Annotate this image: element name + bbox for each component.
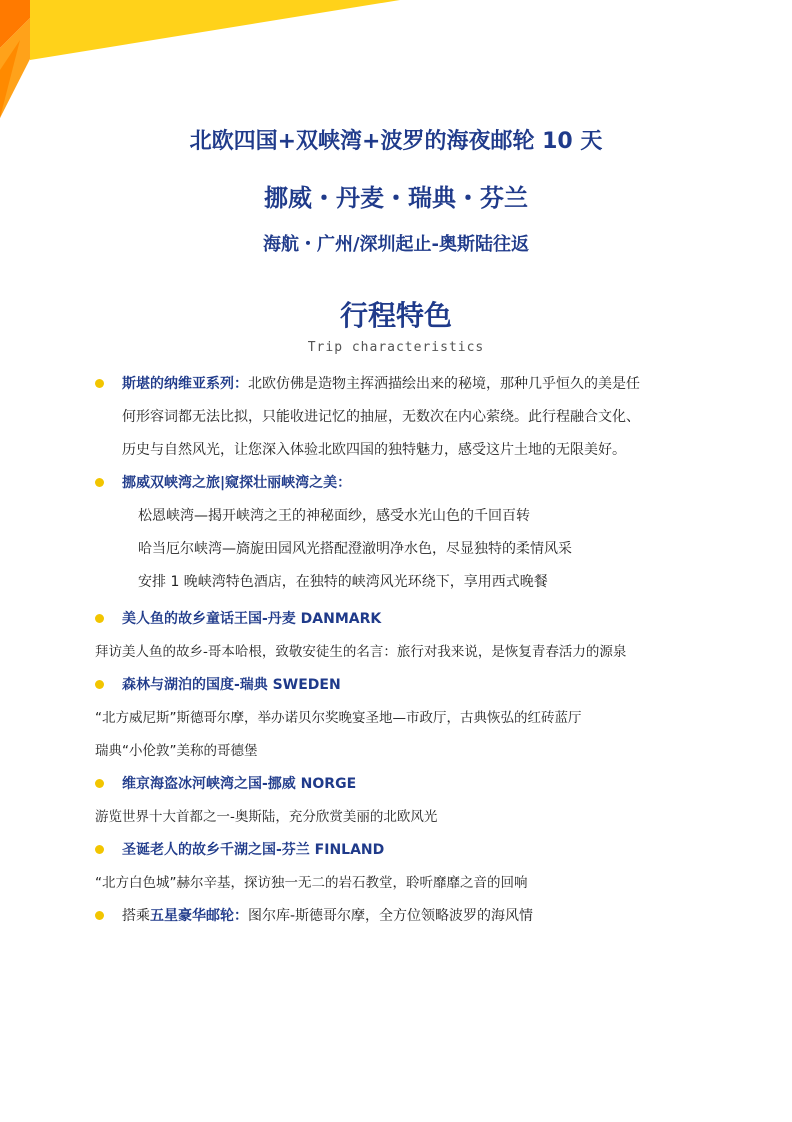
list-item bbox=[0, 467, 792, 500]
item-heading: 斯堪的纳维亚系列： bbox=[122, 376, 248, 392]
section-title: 行程特色 bbox=[339, 299, 452, 332]
item-heading: 森林与湖泊的国度-瑞典 SWEDEN bbox=[122, 677, 341, 693]
list-item bbox=[0, 669, 792, 702]
item-heading: 五星豪华邮轮： bbox=[150, 908, 248, 924]
item-prefix: 搭乘 bbox=[122, 908, 150, 924]
bullet-icon bbox=[95, 478, 104, 487]
item-text: 游览世界十大首都之一-奥斯陆，充分欣赏美丽的北欧风光 bbox=[95, 809, 438, 825]
list-item bbox=[0, 368, 792, 467]
item-text: 何形容词都无法比拟，只能收进记忆的抽屉，无数次在内心萦绕。此行程融合文化、 bbox=[122, 409, 640, 425]
route-subtitle: 海航・广州/深圳起止-奥斯陆往返 bbox=[262, 234, 530, 255]
item-text: 拜访美人鱼的故乡-哥本哈根，致敬安徒生的名言：旅行对我来说，是恢复青春活力的源泉 bbox=[95, 644, 627, 660]
item-subline: 松恩峡湾—揭开峡湾之王的神秘面纱，感受水光山色的千回百转 bbox=[138, 508, 530, 524]
list-item bbox=[0, 768, 792, 801]
features-list bbox=[0, 368, 792, 933]
bullet-icon bbox=[95, 379, 104, 388]
item-heading: 圣诞老人的故乡千湖之国-芬兰 FINLAND bbox=[122, 842, 385, 858]
item-text: 北欧仿佛是造物主挥洒描绘出来的秘境，那种几乎恒久的美是任 bbox=[248, 376, 640, 392]
bullet-icon bbox=[95, 845, 104, 854]
list-item bbox=[0, 900, 792, 933]
countries-title: 挪威・丹麦・瑞典・芬兰 bbox=[264, 184, 528, 212]
bullet-icon bbox=[95, 779, 104, 788]
item-text: 瑞典“小伦敦”美称的哥德堡 bbox=[95, 743, 258, 759]
bullet-icon bbox=[95, 614, 104, 623]
list-item bbox=[0, 834, 792, 867]
item-text: “北方白色城”赫尔辛基，探访独一无二的岩石教堂，聆听靡靡之音的回响 bbox=[95, 875, 528, 891]
item-heading: 维京海盗冰河峡湾之国-挪威 NORGE bbox=[122, 776, 357, 792]
item-heading: 美人鱼的故乡童话王国-丹麦 DANMARK bbox=[122, 611, 382, 627]
list-item bbox=[0, 603, 792, 636]
section-subtitle: Trip characteristics bbox=[307, 340, 485, 355]
item-subline: 哈当厄尔峡湾—旖旎田园风光搭配澄澈明净水色，尽显独特的柔情风采 bbox=[138, 541, 572, 557]
item-heading: 挪威双峡湾之旅|窥探壮丽峡湾之美： bbox=[122, 475, 352, 491]
bullet-icon bbox=[95, 911, 104, 920]
item-text: 图尔库-斯德哥尔摩，全方位领略波罗的海风情 bbox=[248, 908, 534, 924]
item-text: “北方威尼斯”斯德哥尔摩，举办诺贝尔奖晚宴圣地—市政厅，古典恢弘的红砖蓝厅 bbox=[95, 710, 582, 726]
item-text: 历史与自然风光，让您深入体验北欧四国的独特魅力，感受这片土地的无限美好。 bbox=[122, 442, 626, 458]
corner-decoration bbox=[0, 0, 400, 130]
main-title: 北欧四国+双峡湾+波罗的海夜邮轮 10 天 bbox=[189, 129, 603, 154]
bullet-icon bbox=[95, 680, 104, 689]
item-subline: 安排 1 晚峡湾特色酒店，在独特的峡湾风光环绕下，享用西式晚餐 bbox=[138, 574, 548, 590]
